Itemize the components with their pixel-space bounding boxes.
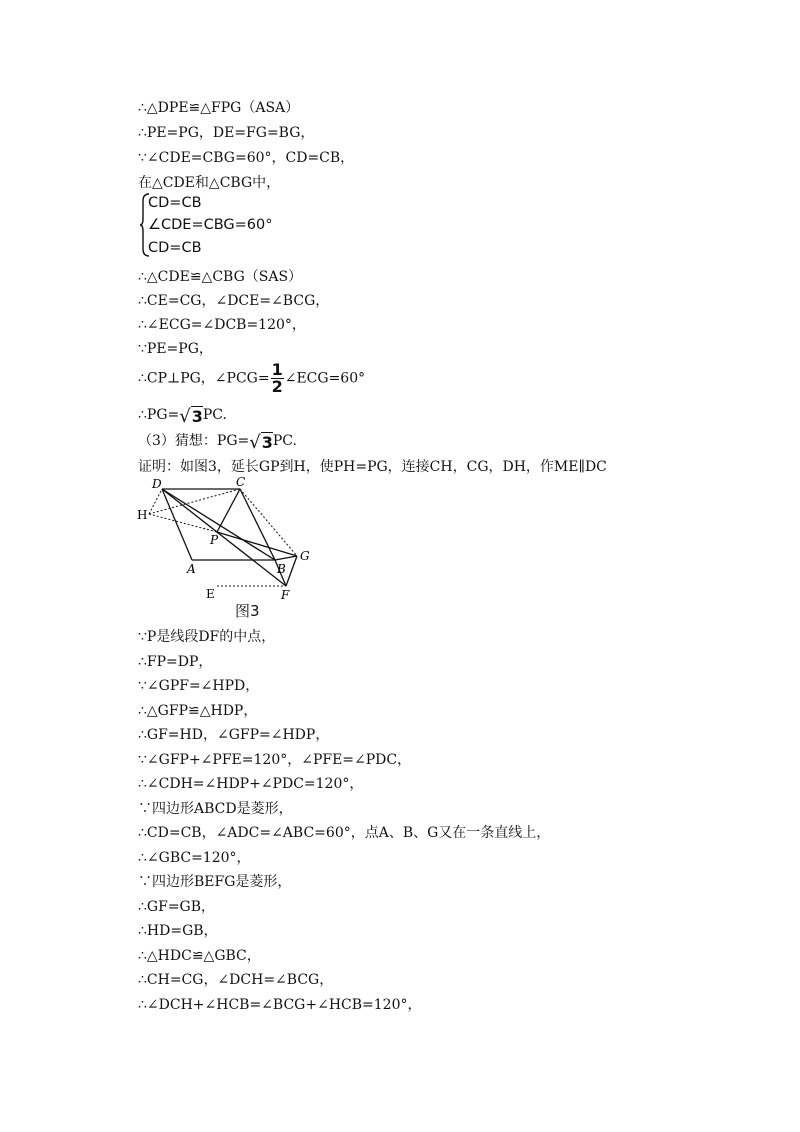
radicand: 3 bbox=[261, 433, 273, 452]
figure-caption: 图3 bbox=[235, 602, 260, 620]
radicand: 3 bbox=[191, 407, 203, 426]
proof-line: ∴∠DCH+∠HCB=∠BCG+∠HCB=120°， bbox=[138, 996, 422, 1013]
proof-line-fraction bbox=[138, 362, 365, 395]
label-G: G bbox=[300, 549, 310, 563]
proof-line: ∴∠CDH=∠HDP+∠PDC=120°， bbox=[138, 776, 364, 792]
label-H: H bbox=[137, 508, 148, 522]
system-equation: CD=CB bbox=[148, 195, 202, 211]
proof-line: ∴FP=DP， bbox=[138, 653, 213, 670]
proof-line: ∵∠GFP+∠PFE=120°，∠PFE=∠PDC， bbox=[138, 751, 412, 768]
segment-GF bbox=[286, 556, 297, 586]
segment-HD bbox=[149, 489, 162, 514]
fraction-denominator: 2 bbox=[271, 377, 283, 396]
system-equation: ∠CDE=CBG=60° bbox=[148, 217, 273, 233]
proof-line: ∴△CDE≌△CBG（SAS） bbox=[138, 269, 303, 285]
text-segment: （3）猜想：PG= bbox=[138, 433, 250, 449]
proof-line: ∴△DPE≌△FPG（ASA） bbox=[138, 100, 300, 116]
text-segment: ∠ECG=60° bbox=[284, 370, 366, 387]
square-root: √3 bbox=[179, 406, 203, 427]
segment-DF bbox=[162, 489, 286, 586]
proof-line: ∴CD=CB，∠ADC=∠ABC=60°，点A、B、G又在一条直线上， bbox=[138, 825, 551, 841]
proof-line: ∴CH=CG，∠DCH=∠BCG， bbox=[138, 972, 334, 988]
proof-line: ∴∠GBC=120°， bbox=[138, 849, 251, 866]
segment-HC bbox=[149, 489, 240, 514]
label-F: F bbox=[281, 588, 290, 602]
proof-line: ∴△GFP≌△HDP， bbox=[138, 702, 258, 719]
text-segment: PC. bbox=[272, 433, 297, 449]
proof-line: ∴PE=PG，DE=FG=BG， bbox=[138, 125, 315, 141]
label-B: B bbox=[277, 562, 286, 576]
segment-BG bbox=[275, 556, 297, 560]
proof-line: ∵P是线段DF的中点， bbox=[138, 629, 276, 645]
system-equation: CD=CB bbox=[148, 240, 202, 256]
proof-line: ∵∠GPF=∠HPD， bbox=[138, 678, 260, 694]
proof-line-sqrt bbox=[138, 406, 227, 427]
square-root: √3 bbox=[249, 432, 273, 453]
text-segment: PC. bbox=[202, 407, 227, 423]
text-segment: ∴CP⊥PG，∠PCG= bbox=[138, 370, 270, 387]
proof-line: ∵四边形ABCD是菱形， bbox=[138, 800, 293, 817]
proof-line: ∴GF=GB， bbox=[138, 898, 216, 915]
proof-line-sqrt bbox=[138, 432, 297, 453]
proof-line: ∵四边形BEFG是菱形， bbox=[138, 874, 292, 890]
label-C: C bbox=[236, 475, 246, 489]
proof-line: ∴△HDC≌△GBC， bbox=[138, 947, 261, 964]
proof-line: ∴GF=HD，∠GFP=∠HDP， bbox=[138, 727, 330, 743]
fraction bbox=[271, 362, 284, 395]
proof-line: 在△CDE和△CBG中， bbox=[138, 175, 281, 191]
fraction-numerator: 1 bbox=[271, 360, 283, 379]
label-P: P bbox=[210, 533, 219, 547]
label-A: A bbox=[187, 562, 196, 576]
segment-PG bbox=[217, 532, 297, 556]
proof-line: ∴∠ECG=∠DCB=120°， bbox=[138, 317, 306, 333]
label-D: D bbox=[152, 477, 162, 491]
proof-line: ∴CE=CG，∠DCE=∠BCG， bbox=[138, 293, 330, 309]
label-E: E bbox=[206, 587, 215, 601]
segment-DA bbox=[162, 489, 192, 560]
text-segment: ∴PG= bbox=[138, 407, 180, 423]
proof-line: 证明：如图3，延长GP到H，使PH=PG，连接CH，CG，DH，作ME∥DC bbox=[138, 459, 607, 475]
proof-line: ∵PE=PG， bbox=[138, 341, 213, 357]
geometry-figure-3 bbox=[135, 474, 335, 604]
proof-line: ∴HD=GB， bbox=[138, 923, 218, 939]
proof-line: ∵∠CDE=CBG=60°，CD=CB， bbox=[138, 150, 355, 166]
